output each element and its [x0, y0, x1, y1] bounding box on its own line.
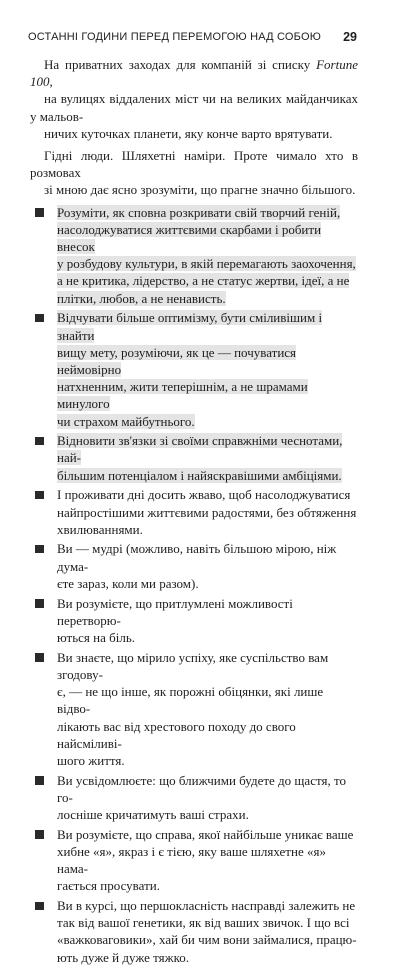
list-item — [30, 595, 358, 647]
square-bullet-icon — [35, 830, 44, 839]
italic-phrase: Fortune 100 — [30, 57, 358, 90]
bullet-list — [30, 204, 358, 966]
text-line: «важковаговики», хай би чим вони займалися, працю- — [57, 932, 357, 948]
text-line: у розбудову культури, в якій перемагають заохочення, — [57, 256, 356, 272]
text-line: найпростішими життєвими радостями, без обтяження — [57, 504, 357, 520]
square-bullet-icon — [35, 902, 44, 911]
text-line: Ви знаєте, що мірило успіху, яке суспільство вам згодову- — [57, 649, 329, 682]
list-item — [30, 486, 358, 538]
square-bullet-icon — [35, 491, 44, 500]
text-line: більшим потенціалом і найяскравішими амбіціями. — [57, 467, 342, 483]
text-line: гається просувати. — [57, 878, 160, 894]
text-line: зі мною дає ясно зрозуміти, що прагне значно більшого. — [44, 182, 356, 198]
text-line: Відчувати більше оптимізму, бути сміливішим і знайти — [57, 310, 323, 343]
text-line: шого життя. — [57, 752, 125, 768]
square-bullet-icon — [35, 314, 44, 323]
list-item-text — [57, 486, 358, 538]
paragraph — [30, 147, 358, 199]
list-item — [30, 540, 358, 592]
text-line: ничих куточках планети, яку конче варто врятувати. — [44, 125, 333, 141]
list-item — [30, 309, 358, 429]
text-line: І проживати дні досить жваво, щоб насолоджуватися — [57, 487, 351, 503]
list-item — [30, 204, 358, 307]
page-number: 29 — [343, 30, 357, 44]
text-line: Відновити зв'язки зі своїми справжніми чеснотами, най- — [57, 433, 343, 466]
list-item-text — [57, 772, 358, 824]
paragraph — [30, 56, 358, 142]
text-line: Гідні люди. Шляхетні наміри. Проте чимало хто в розмовах — [30, 148, 358, 181]
square-bullet-icon — [35, 437, 44, 446]
list-item — [30, 772, 358, 824]
text-line: лікають вас від хрестового походу до свого найсміливі- — [57, 718, 296, 751]
list-item-text — [57, 897, 358, 966]
text-line: Ви розумієте, що справа, якої найбільше уникає ваше — [57, 826, 354, 842]
square-bullet-icon — [35, 545, 44, 554]
text-line: Ви — мудрі (можливо, навіть більшою мірою, ніж дума- — [57, 541, 337, 574]
text-line: єте зараз, коли ми разом). — [57, 575, 199, 591]
text-line: лосніше кричатимуть ваші страхи. — [57, 807, 249, 823]
text-line: чи страхом майбутнього. — [57, 413, 195, 429]
list-item-text — [57, 649, 358, 769]
text-line: насолоджуватися життєвими скарбами і робити внесок — [57, 221, 322, 255]
text-line: Ви усвідомлюєте: що ближчими будете до щастя, то го- — [57, 772, 346, 805]
list-item-text — [57, 826, 358, 895]
text-line: Ви розумієте, що притлумлені можливості перетворю- — [57, 595, 293, 628]
text-line: є, — не що інше, як порожні обіцянки, які лише відво- — [57, 684, 324, 717]
list-item-text — [57, 595, 358, 647]
text-line: так від вашої генетики, як від ваших звичок. І що всі — [57, 915, 350, 931]
text-line: а не критика, лідерство, а не статус жертви, ідеї, а не — [57, 273, 350, 289]
text-line: вищу мету, розуміючи, як це — почуватися неймовірно — [57, 344, 297, 377]
list-item — [30, 826, 358, 895]
list-item-text — [57, 540, 358, 592]
list-item-text — [57, 309, 358, 429]
text-line: хвилюваннями. — [57, 521, 143, 537]
text-line: натхненним, жити теперішнім, а не шрамами минулого — [57, 379, 308, 412]
text-line: ють дуже й дуже тяжко. — [57, 949, 190, 965]
list-item-text — [57, 204, 358, 307]
text-line: хибне «я», якраз і є тією, яку ваше шляхетне «я» нама- — [57, 843, 326, 877]
list-item — [30, 649, 358, 769]
text-line: На приватних заходах для компаній зі списку Fortune 100, — [30, 57, 358, 90]
square-bullet-icon — [35, 208, 44, 217]
text-line: на вулицях віддалених міст чи на великих майданчиках у мальов- — [30, 91, 358, 124]
square-bullet-icon — [35, 599, 44, 608]
running-title: ОСТАННІ ГОДИНИ ПЕРЕД ПЕРЕМОГОЮ НАД СОБОЮ — [28, 31, 322, 43]
text-line: ються на біль. — [57, 630, 136, 645]
text-line: Розуміти, як сповна розкривати свій творчий геній, — [57, 204, 341, 220]
text-line: Ви в курсі, що першокласність насправді залежить не — [57, 898, 356, 914]
list-item — [30, 897, 358, 966]
square-bullet-icon — [35, 653, 44, 662]
text-line: плітки, любов, а не ненависть. — [57, 290, 226, 306]
list-item-text — [57, 432, 358, 484]
square-bullet-icon — [35, 776, 44, 785]
list-item — [30, 432, 358, 484]
body-text — [30, 56, 358, 968]
